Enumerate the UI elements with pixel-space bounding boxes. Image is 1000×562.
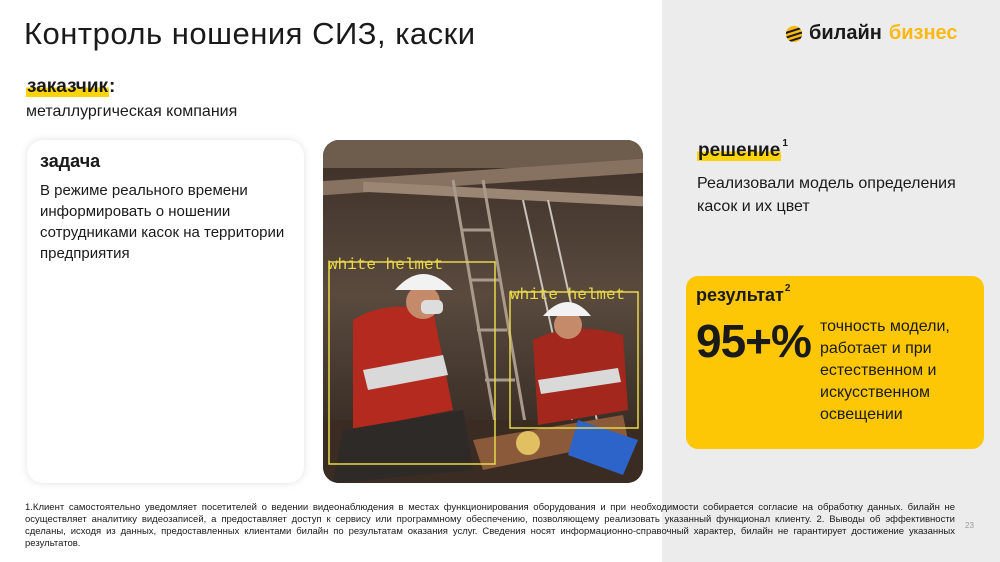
detection-label-2: white helmet (510, 286, 626, 304)
solution-text: Реализовали модель определения касок и их цвет (697, 175, 956, 215)
result-label (696, 285, 790, 306)
task-text: В режиме реального времени информировать о ношении сотрудниками касок на территории предприятия (40, 182, 285, 262)
result-label-text: результат (696, 285, 784, 305)
result-footnote-ref: 2 (784, 283, 791, 294)
solution-footnote-ref: 1 (782, 138, 788, 149)
client-label-colon: : (109, 76, 116, 97)
pipe-fitting (516, 431, 540, 455)
result-value: 95+% (696, 315, 811, 367)
solution-label (697, 140, 788, 162)
logo-word-business: бизнес (888, 22, 958, 44)
page-title: Контроль ношения СИЗ, каски (24, 16, 476, 51)
photo-scene (323, 140, 643, 483)
detection-label-1: white helmet (328, 256, 444, 274)
beeline-logo-icon (785, 25, 803, 43)
task-card (27, 140, 304, 483)
client-label-text: заказчик (27, 76, 109, 97)
client-label (26, 76, 115, 98)
result-card (686, 276, 984, 449)
helmet-detection-photo (323, 140, 643, 483)
client-value: металлургическая компания (26, 103, 238, 120)
logo-word-beeline: билайн (809, 22, 882, 44)
task-title: задача (40, 151, 101, 171)
result-text: точность модели, работает и при естественном и искусственном освещении (820, 318, 950, 423)
page-number: 23 (965, 521, 974, 530)
solution-label-text: решение (698, 140, 781, 161)
footnote: 1.Клиент самостоятельно уведомляет посетителей о ведении видеонаблюдения в местах функционирования оборудования и при необходимости собирается согласие на обработку данных. билайн не осуществляет аналитику видеозаписей, а предоставляет доступ к сервису или программному обеспечению, позволяющему реализовать указанный функционал клиенту. 2. Выводы об эффективности сделаны, исходя из данных, предоставленных клиентами билайн по результатам оказания услуг. Сведения носят информационно-справочный характер, билайн не гарантирует достижение указанных результатов. (25, 502, 955, 549)
brand-logo (785, 22, 958, 45)
